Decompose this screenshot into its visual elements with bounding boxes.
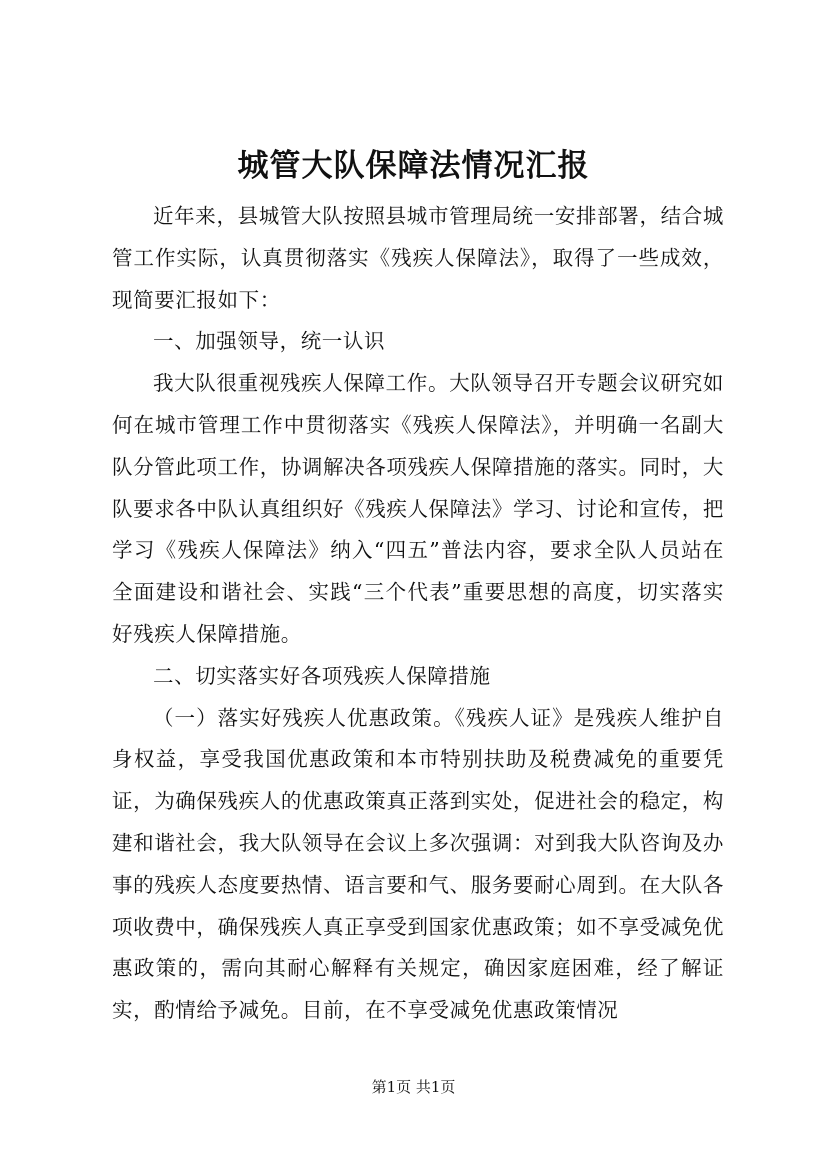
- paragraph-section-2-item-1: （一）落实好残疾人优惠政策。《残疾人证》是残疾人维护自身权益，享受我国优惠政策和本市特别扶助及税费减免的重要凭证，为确保残疾人的优惠政策真正落到实处，促进社会的稳定，构建和谐社会，我大队领导在会议上多次强调：对到我大队咨询及办事的残疾人态度要热情、语言要和气、服务要耐心周到。在大队各项收费中，确保残疾人真正享受到国家优惠政策；如不享受减免优惠政策的，需向其耐心解释有关规定，确因家庭困难，经了解证实，酌情给予减免。目前，在不享受减免优惠政策情况: [112, 705, 724, 1023]
- section-heading-2: 二、切实落实好各项残疾人保障措施: [153, 663, 491, 688]
- section-heading-1: 一、加强领导，统一认识: [153, 329, 386, 354]
- paragraph-intro: 近年来，县城管大队按照县城市管理局统一安排部署，结合城管工作实际，认真贯彻落实《残疾人保障法》，取得了一些成效，现简要汇报如下：: [112, 204, 724, 312]
- paragraph-section-1: 我大队很重视残疾人保障工作。大队领导召开专题会议研究如何在城市管理工作中贯彻落实《残疾人保障法》，并明确一名副大队分管此项工作，协调解决各项残疾人保障措施的落实。同时，大队要求各中队认真组织好《残疾人保障法》学习、讨论和宣传，把学习《残疾人保障法》纳入“四五”普法内容，要求全队人员站在全面建设和谐社会、实践“三个代表”重要思想的高度，切实落实好残疾人保障措施。: [112, 371, 724, 646]
- page-footer: 第1页 共1页: [371, 1078, 456, 1096]
- document-title: 城管大队保障法情况汇报: [237, 148, 590, 184]
- document-body: [112, 196, 724, 1032]
